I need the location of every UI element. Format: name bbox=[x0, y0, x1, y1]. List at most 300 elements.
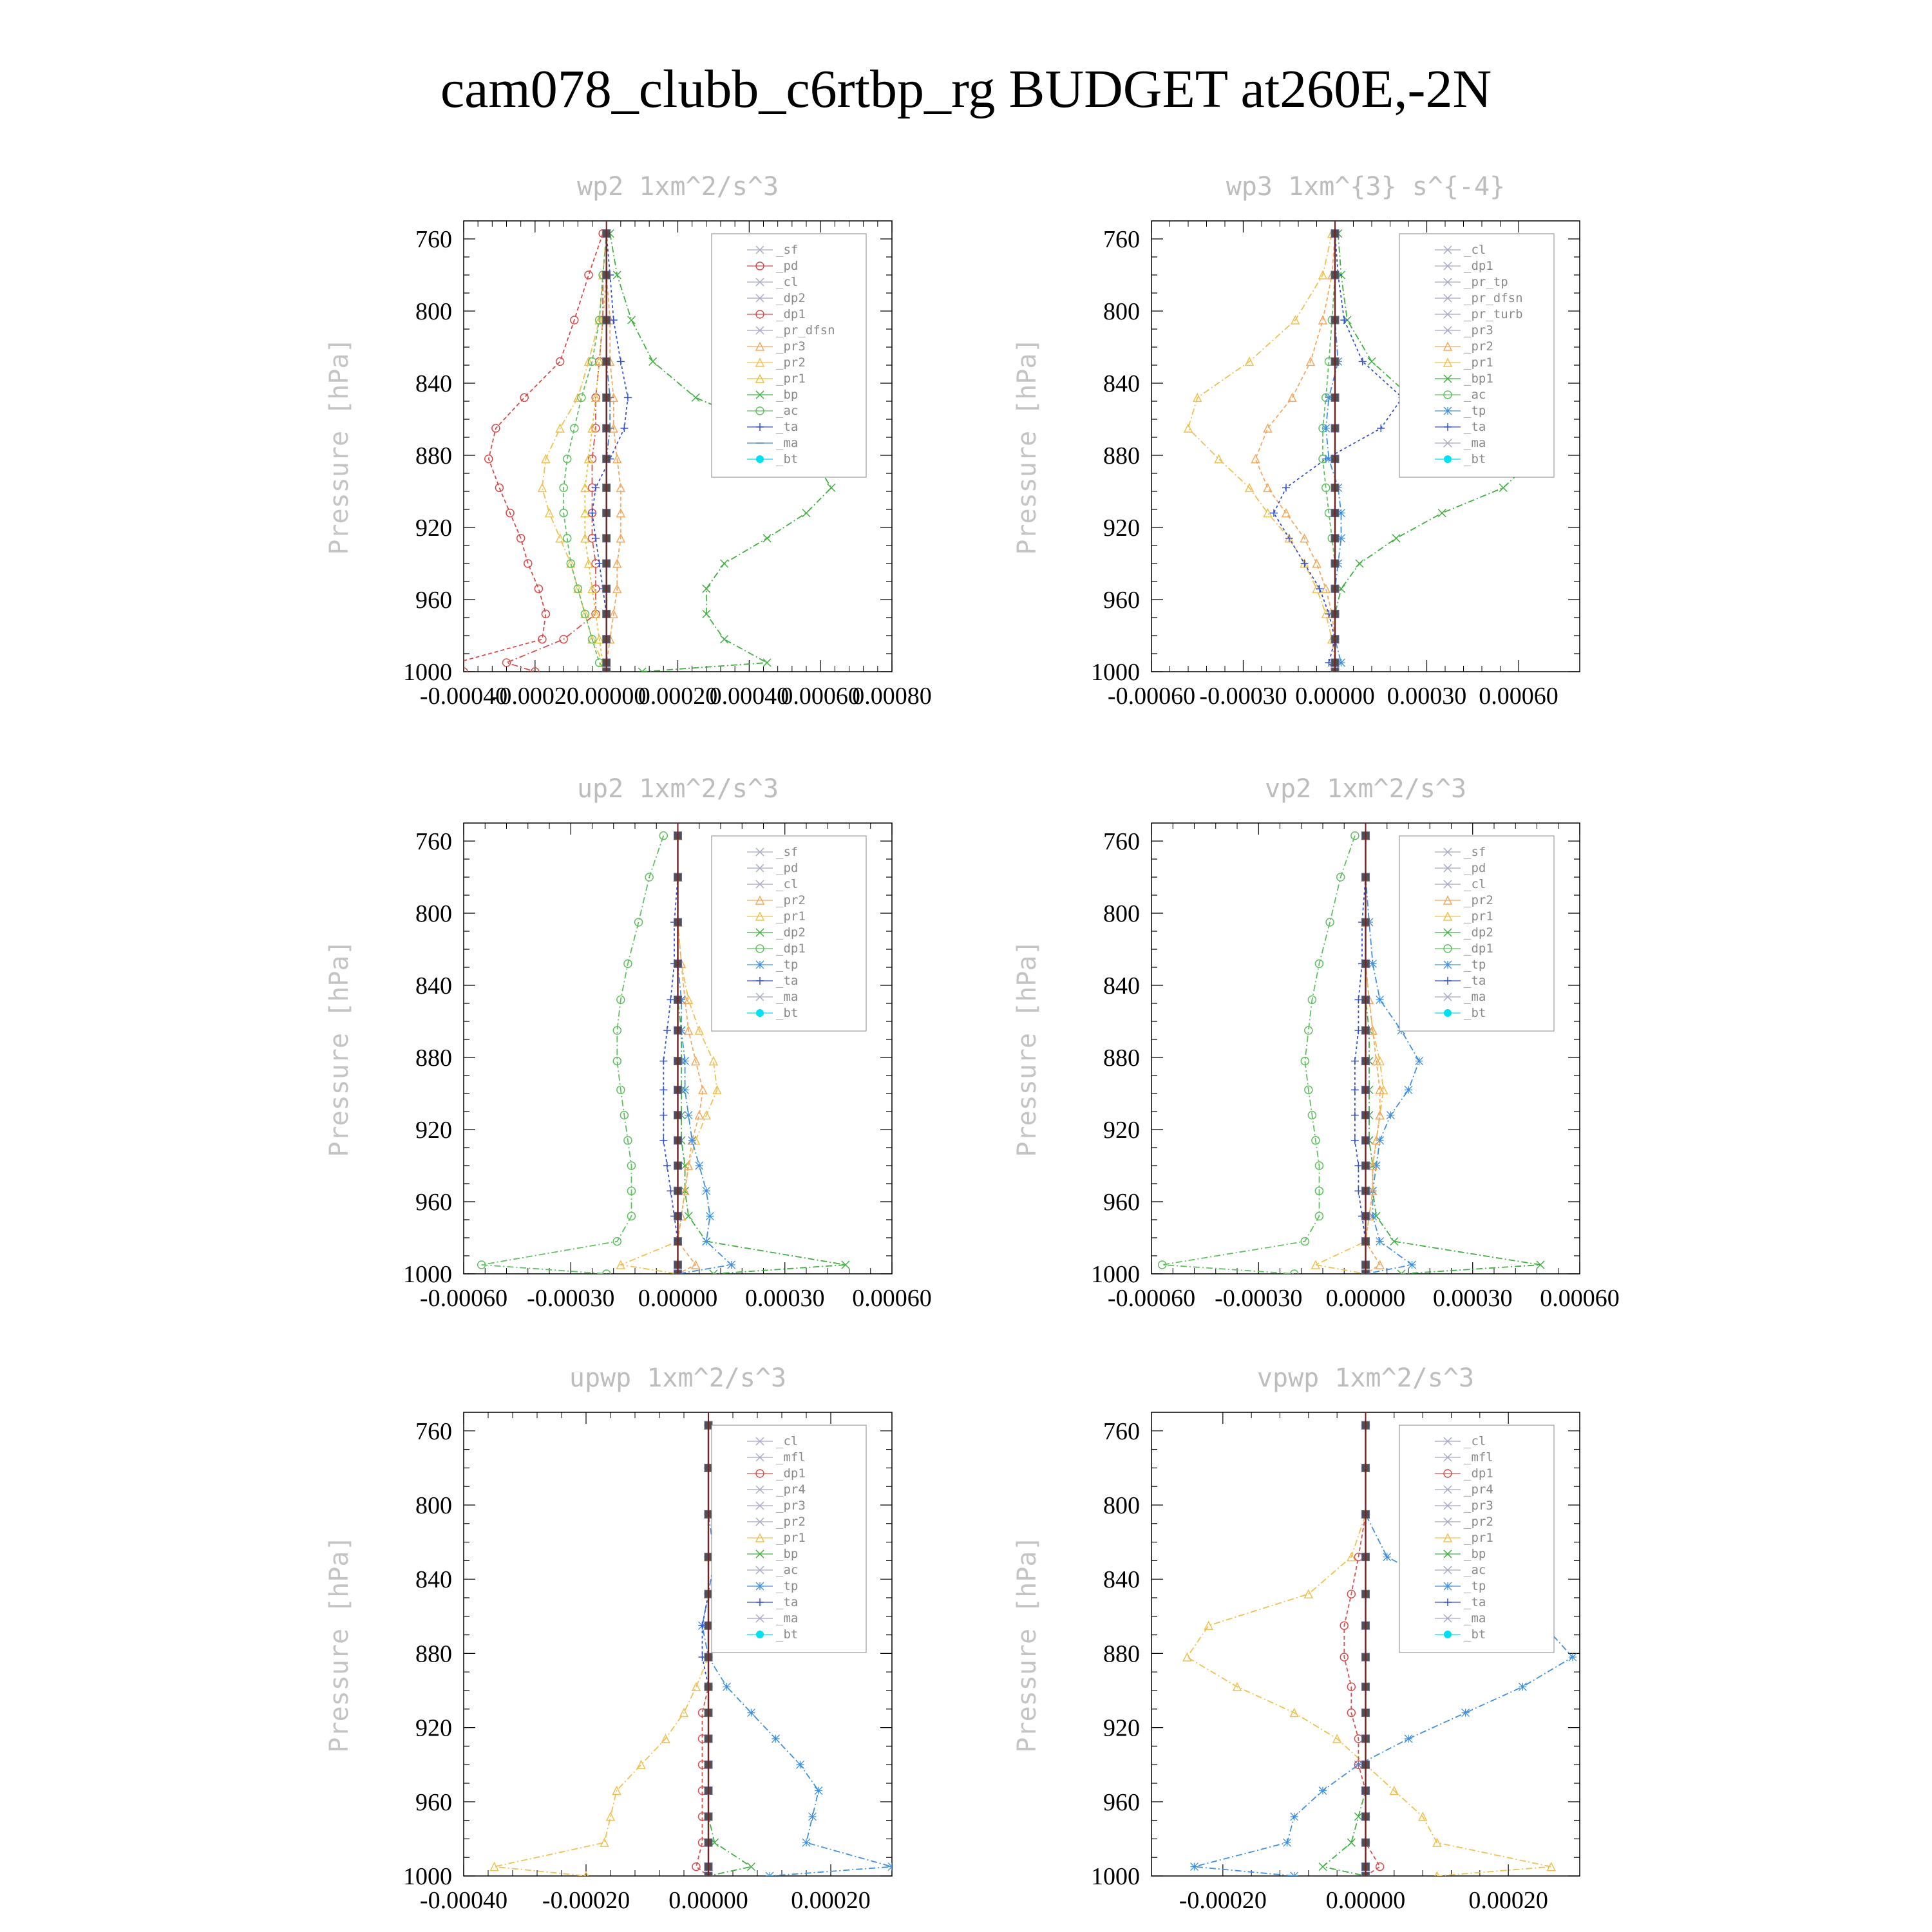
series-line-dp1 bbox=[507, 234, 607, 672]
data-point-ta bbox=[1377, 424, 1385, 432]
legend-marker bbox=[756, 961, 764, 969]
y-axis-label: Pressure [hPa] bbox=[325, 337, 354, 555]
x-tick-label: 0.00000 bbox=[1295, 683, 1375, 710]
legend-entry: _pr1 bbox=[776, 909, 806, 923]
data-point-tp bbox=[696, 1162, 703, 1170]
data-point-ta bbox=[659, 1086, 667, 1094]
legend-entry: _cl bbox=[1464, 1434, 1486, 1448]
legend-entry: _bp bbox=[1464, 1547, 1486, 1561]
x-tick-label: 0.00000 bbox=[1325, 1285, 1406, 1312]
legend-entry: _mfl bbox=[1464, 1450, 1493, 1464]
data-point-bp bbox=[692, 393, 699, 401]
legend-entry: _ta bbox=[1464, 420, 1486, 434]
x-tick-label: -0.00020 bbox=[491, 683, 579, 710]
series-line-dp1 bbox=[1162, 836, 1355, 1274]
series-line-ta bbox=[1274, 234, 1403, 672]
y-axis-label: Pressure [hPa] bbox=[1012, 337, 1042, 555]
legend bbox=[1399, 836, 1554, 1031]
data-point-tp bbox=[1416, 1057, 1423, 1065]
legend-entry: _bp1 bbox=[1464, 372, 1493, 386]
series-line-dp1 bbox=[482, 836, 664, 1274]
x-tick-label: 0.00020 bbox=[791, 1887, 871, 1914]
x-tick-label: -0.00020 bbox=[1179, 1887, 1267, 1914]
data-point-tp bbox=[703, 1187, 710, 1195]
x-tick-label: -0.00030 bbox=[1199, 683, 1287, 710]
legend-entry: _pr2 bbox=[776, 893, 806, 907]
x-tick-label: -0.00040 bbox=[419, 1887, 508, 1914]
data-point-tp bbox=[1322, 424, 1330, 432]
x-tick-label: -0.00060 bbox=[419, 1285, 508, 1312]
y-tick-label: 880 bbox=[415, 1640, 452, 1668]
data-point-pr1 bbox=[1184, 424, 1192, 432]
legend-entry: _dp1 bbox=[776, 942, 806, 956]
data-point-tp bbox=[688, 1137, 696, 1144]
data-point-ta bbox=[659, 1137, 667, 1144]
y-tick-label: 800 bbox=[415, 900, 452, 927]
legend-marker bbox=[1444, 407, 1452, 415]
data-point-tp bbox=[1376, 1238, 1384, 1245]
legend-entry: _cl bbox=[1464, 877, 1486, 891]
legend-entry: _tp bbox=[776, 1579, 799, 1593]
x-tick-label: -0.00060 bbox=[1107, 683, 1196, 710]
series-line-pr1 bbox=[1316, 836, 1383, 1274]
y-tick-label: 1000 bbox=[1091, 659, 1140, 686]
legend-entry: _bt bbox=[776, 1627, 799, 1642]
panel-title: wp3 1xm^{3} s^{-4} bbox=[1226, 172, 1506, 202]
x-tick-label: 0.00060 bbox=[852, 1285, 932, 1312]
legend-entry: _ac bbox=[776, 1563, 799, 1577]
data-point-ta bbox=[596, 560, 603, 567]
legend-marker bbox=[756, 1009, 764, 1017]
data-point-tp bbox=[1387, 1112, 1394, 1119]
legend-entry: _pr_dfsn bbox=[776, 323, 835, 337]
series-line-pr1 bbox=[1188, 234, 1335, 672]
data-point-bp1 bbox=[1392, 535, 1400, 542]
legend-entry: _pr_dfsn bbox=[1464, 291, 1523, 305]
legend-entry: _pd bbox=[776, 259, 799, 273]
y-axis-label: Pressure [hPa] bbox=[1012, 940, 1042, 1157]
data-point-pr2 bbox=[545, 509, 553, 517]
panel-title: upwp 1xm^2/s^3 bbox=[569, 1363, 787, 1393]
legend-entry: _ta bbox=[776, 420, 799, 434]
data-point-bp bbox=[649, 357, 657, 365]
x-tick-label: 0.00060 bbox=[1540, 1285, 1620, 1312]
x-tick-label: 0.00030 bbox=[1387, 683, 1467, 710]
data-point-tp bbox=[1569, 1653, 1577, 1661]
y-tick-label: 840 bbox=[1103, 370, 1140, 397]
data-point-ta bbox=[663, 1027, 671, 1034]
data-point-tp bbox=[685, 1112, 692, 1119]
legend-entry: _pr3 bbox=[776, 339, 806, 354]
legend-entry: _dp1 bbox=[776, 307, 806, 321]
data-point-ta bbox=[663, 1162, 671, 1170]
x-tick-label: 0.00000 bbox=[668, 1887, 748, 1914]
panel-title: vpwp 1xm^2/s^3 bbox=[1256, 1363, 1475, 1393]
y-tick-label: 840 bbox=[1103, 972, 1140, 999]
y-tick-label: 880 bbox=[415, 1045, 452, 1072]
data-point-tp bbox=[1462, 1709, 1470, 1717]
legend-entry: _cl bbox=[776, 275, 799, 289]
x-tick-label: 0.00020 bbox=[1468, 1887, 1548, 1914]
legend bbox=[1399, 1425, 1554, 1653]
data-point-bp bbox=[627, 316, 635, 324]
series-line-dp1 bbox=[696, 1425, 708, 1876]
data-point-pr2 bbox=[1264, 484, 1272, 491]
data-point-tp bbox=[1283, 1839, 1291, 1846]
x-tick-label: -0.00030 bbox=[527, 1285, 615, 1312]
y-tick-label: 960 bbox=[415, 1189, 452, 1216]
legend-entry: _dp1 bbox=[776, 1466, 806, 1481]
legend-entry: _pr3 bbox=[1464, 1499, 1493, 1513]
legend-entry: _ma bbox=[776, 1611, 799, 1625]
data-point-bp1 bbox=[1438, 509, 1446, 517]
y-tick-label: 840 bbox=[1103, 1566, 1140, 1594]
legend-marker bbox=[1444, 1582, 1452, 1590]
y-tick-label: 800 bbox=[1103, 298, 1140, 325]
data-point-tp bbox=[1291, 1872, 1298, 1880]
y-tick-label: 760 bbox=[415, 828, 452, 855]
data-point-bp bbox=[721, 560, 728, 567]
legend-entry: _dp1 bbox=[1464, 259, 1493, 273]
data-point-tp bbox=[681, 1057, 689, 1065]
legend-entry: _bt bbox=[1464, 1627, 1486, 1642]
legend-entry: _bp bbox=[776, 388, 799, 402]
data-point-pr2 bbox=[1252, 455, 1260, 463]
series-line-ac bbox=[1323, 234, 1335, 672]
data-point-ta bbox=[667, 996, 674, 1003]
legend-entry: _sf bbox=[776, 243, 799, 257]
data-point-bp bbox=[1347, 1839, 1355, 1846]
legend-entry: _pr1 bbox=[776, 372, 806, 386]
legend-entry: _pr1 bbox=[776, 1531, 806, 1545]
x-tick-label: -0.00020 bbox=[542, 1887, 630, 1914]
legend-entry: _cl bbox=[776, 877, 799, 891]
data-point-ta bbox=[659, 1057, 667, 1065]
data-point-pr1 bbox=[1183, 1653, 1191, 1661]
legend-entry: _mfl bbox=[776, 1450, 806, 1464]
legend-entry: _ta bbox=[1464, 974, 1486, 988]
y-tick-label: 960 bbox=[1103, 1189, 1140, 1216]
legend-entry: _pr_tp bbox=[1464, 275, 1508, 289]
legend-entry: _tp bbox=[1464, 1579, 1486, 1593]
legend-entry: _pr_turb bbox=[1464, 307, 1523, 321]
series-line-pr1 bbox=[495, 1425, 709, 1876]
data-point-ta bbox=[1301, 560, 1309, 567]
data-point-tp bbox=[1369, 960, 1377, 967]
legend-entry: _pr2 bbox=[776, 355, 806, 370]
y-tick-label: 760 bbox=[1103, 226, 1140, 253]
data-point-bp bbox=[763, 659, 771, 667]
y-tick-label: 880 bbox=[1103, 442, 1140, 469]
series-line-ta bbox=[1355, 836, 1366, 1274]
data-point-bp bbox=[763, 535, 771, 542]
x-tick-label: 0.00060 bbox=[781, 683, 860, 710]
data-point-ta bbox=[1354, 1162, 1362, 1170]
panel-title: wp2 1xm^2/s^3 bbox=[576, 172, 779, 202]
legend-entry: _dp2 bbox=[776, 291, 806, 305]
data-point-dp1 bbox=[503, 659, 511, 667]
y-tick-label: 840 bbox=[415, 1566, 452, 1594]
y-tick-label: 1000 bbox=[403, 1863, 452, 1890]
y-tick-label: 920 bbox=[1103, 1714, 1140, 1742]
legend-marker bbox=[1444, 961, 1452, 969]
data-point-ta bbox=[1354, 1187, 1362, 1195]
series-line-pr2 bbox=[542, 234, 607, 672]
x-tick-label: 0.00000 bbox=[1325, 1887, 1406, 1914]
y-tick-label: 760 bbox=[415, 226, 452, 253]
y-tick-label: 920 bbox=[415, 515, 452, 542]
panel-2 bbox=[1012, 172, 1580, 710]
data-point-tp bbox=[888, 1863, 896, 1871]
y-tick-label: 1000 bbox=[1091, 1863, 1140, 1890]
data-point-ta bbox=[617, 357, 625, 365]
legend-entry: _pr3 bbox=[1464, 323, 1493, 337]
legend-entry: _ac bbox=[1464, 1563, 1486, 1577]
data-point-tp bbox=[703, 1238, 710, 1245]
panel-3 bbox=[325, 774, 932, 1312]
legend-entry: _pr2 bbox=[1464, 339, 1493, 354]
y-tick-label: 880 bbox=[1103, 1045, 1140, 1072]
legend-entry: _pr1 bbox=[1464, 1531, 1493, 1545]
x-tick-label: 0.00000 bbox=[566, 683, 647, 710]
series-line-dp1 bbox=[1344, 1425, 1379, 1876]
data-point-tp bbox=[1376, 996, 1384, 1003]
data-point-pr2 bbox=[1313, 560, 1321, 567]
data-point-tp bbox=[1519, 1683, 1526, 1690]
legend-entry: _pr2 bbox=[1464, 893, 1493, 907]
data-point-tp bbox=[1405, 1086, 1412, 1094]
data-point-ta bbox=[1282, 484, 1290, 491]
data-point-dp1 bbox=[659, 832, 667, 840]
data-point-pd bbox=[535, 585, 542, 592]
y-tick-label: 760 bbox=[415, 1417, 452, 1445]
y-axis-label: Pressure [hPa] bbox=[325, 940, 354, 1157]
y-tick-label: 920 bbox=[415, 1714, 452, 1742]
y-tick-label: 800 bbox=[415, 298, 452, 325]
legend-entry: _tp bbox=[1464, 404, 1486, 418]
legend bbox=[712, 234, 866, 477]
data-point-pr1 bbox=[601, 1839, 609, 1846]
data-point-bp bbox=[721, 636, 728, 643]
panel-1 bbox=[325, 172, 932, 710]
y-tick-label: 920 bbox=[1103, 1117, 1140, 1144]
legend-entry: _pr1 bbox=[1464, 355, 1493, 370]
data-point-ta bbox=[1285, 535, 1293, 542]
data-point-bp1 bbox=[1356, 560, 1363, 567]
data-point-ta bbox=[667, 1187, 674, 1195]
data-point-tp bbox=[681, 1086, 689, 1094]
data-point-pr1 bbox=[1305, 1590, 1312, 1598]
data-point-ta bbox=[1351, 1112, 1359, 1119]
panel-6 bbox=[1012, 1363, 1580, 1914]
legend-entry: _pr2 bbox=[1464, 1515, 1493, 1529]
data-point-tp bbox=[802, 1839, 810, 1846]
data-point-tp bbox=[1408, 1261, 1416, 1269]
data-point-tp bbox=[809, 1813, 817, 1821]
legend-marker bbox=[756, 1631, 764, 1638]
data-point-tp bbox=[797, 1761, 804, 1768]
data-point-pd bbox=[520, 393, 528, 401]
legend-entry: _pd bbox=[776, 861, 799, 875]
data-point-ta bbox=[620, 424, 628, 432]
legend-entry: _bt bbox=[1464, 1006, 1486, 1020]
data-point-tp bbox=[706, 1212, 714, 1220]
legend-entry: _ac bbox=[1464, 388, 1486, 402]
y-tick-label: 840 bbox=[415, 370, 452, 397]
legend-entry: _cl bbox=[1464, 243, 1486, 257]
data-point-tp bbox=[772, 1735, 780, 1743]
x-tick-label: 0.00030 bbox=[745, 1285, 825, 1312]
y-axis-label: Pressure [hPa] bbox=[1012, 1535, 1042, 1753]
data-point-tp bbox=[1319, 1787, 1327, 1795]
legend-entry: _pr2 bbox=[776, 1515, 806, 1529]
x-tick-label: -0.00030 bbox=[1215, 1285, 1303, 1312]
y-tick-label: 960 bbox=[415, 1788, 452, 1816]
figure-title: cam078_clubb_c6rtbp_rg BUDGET at260E,-2N bbox=[440, 59, 1492, 119]
y-tick-label: 840 bbox=[415, 972, 452, 999]
series-line-ta bbox=[663, 836, 677, 1274]
x-tick-label: 0.00000 bbox=[638, 1285, 718, 1312]
data-point-tp bbox=[1191, 1863, 1198, 1871]
y-tick-label: 880 bbox=[415, 442, 452, 469]
legend-entry: _pd bbox=[1464, 861, 1486, 875]
legend-marker bbox=[1444, 1009, 1452, 1017]
legend-entry: _ma bbox=[776, 436, 799, 450]
data-point-ta bbox=[1351, 1086, 1359, 1094]
legend-entry: _bp bbox=[776, 1547, 799, 1561]
data-point-bp bbox=[802, 509, 810, 517]
data-point-pd bbox=[556, 357, 564, 365]
legend bbox=[1399, 234, 1554, 477]
legend-entry: _bt bbox=[1464, 452, 1486, 466]
x-tick-label: 0.00020 bbox=[638, 683, 718, 710]
data-point-dp1 bbox=[1376, 1863, 1384, 1871]
y-tick-label: 880 bbox=[1103, 1640, 1140, 1668]
legend-entry: _ma bbox=[1464, 436, 1486, 450]
data-point-pr1 bbox=[1205, 1622, 1213, 1629]
legend-entry: _pr4 bbox=[776, 1482, 806, 1497]
y-tick-label: 800 bbox=[1103, 1492, 1140, 1519]
data-point-ta bbox=[1351, 1057, 1359, 1065]
data-point-ac bbox=[571, 424, 578, 432]
data-point-tp bbox=[1291, 1813, 1298, 1821]
legend-entry: _dp1 bbox=[1464, 1466, 1493, 1481]
y-tick-label: 1000 bbox=[1091, 1261, 1140, 1288]
data-point-ta bbox=[592, 535, 600, 542]
legend-marker bbox=[756, 455, 764, 463]
y-tick-label: 800 bbox=[415, 1492, 452, 1519]
legend-entry: _dp2 bbox=[776, 925, 806, 940]
y-tick-label: 760 bbox=[1103, 828, 1140, 855]
y-axis-label: Pressure [hPa] bbox=[325, 1535, 354, 1753]
panel-4 bbox=[1012, 774, 1620, 1312]
legend-entry: _ta bbox=[776, 974, 799, 988]
data-point-bp bbox=[828, 484, 835, 491]
data-point-pd bbox=[453, 659, 460, 667]
x-tick-label: 0.00080 bbox=[852, 683, 932, 710]
legend-marker bbox=[1444, 455, 1452, 463]
legend-entry: _ma bbox=[1464, 990, 1486, 1004]
data-point-ta bbox=[1354, 996, 1362, 1003]
y-tick-label: 920 bbox=[1103, 515, 1140, 542]
series-line-pr1 bbox=[621, 836, 717, 1274]
y-tick-label: 1000 bbox=[403, 1261, 452, 1288]
legend-entry: _pr3 bbox=[776, 1499, 806, 1513]
data-point-bp bbox=[1354, 1813, 1362, 1821]
legend-entry: _dp1 bbox=[1464, 942, 1493, 956]
data-point-tp bbox=[728, 1261, 735, 1269]
x-tick-label: 0.00030 bbox=[1433, 1285, 1513, 1312]
panel-5 bbox=[325, 1363, 896, 1914]
legend-entry: _ma bbox=[1464, 1611, 1486, 1625]
data-point-ta bbox=[1354, 1027, 1362, 1034]
y-tick-label: 920 bbox=[415, 1117, 452, 1144]
series-line-ac bbox=[564, 234, 607, 672]
y-tick-label: 1000 bbox=[403, 659, 452, 686]
legend-entry: _tp bbox=[1464, 958, 1486, 972]
panel-title: up2 1xm^2/s^3 bbox=[576, 774, 779, 804]
data-point-ta bbox=[1351, 1137, 1359, 1144]
y-tick-label: 760 bbox=[1103, 1417, 1140, 1445]
legend-marker bbox=[756, 1582, 764, 1590]
legend-entry: _sf bbox=[776, 845, 799, 859]
x-tick-label: -0.00040 bbox=[419, 683, 508, 710]
y-tick-label: 800 bbox=[1103, 900, 1140, 927]
y-tick-label: 960 bbox=[415, 587, 452, 614]
legend-entry: _pr1 bbox=[1464, 909, 1493, 923]
legend-entry: _ac bbox=[776, 404, 799, 418]
y-tick-label: 960 bbox=[1103, 1788, 1140, 1816]
data-point-bp bbox=[1319, 1863, 1327, 1871]
x-tick-label: -0.00060 bbox=[1107, 1285, 1196, 1312]
data-point-tp bbox=[1405, 1735, 1412, 1743]
legend bbox=[712, 836, 866, 1031]
data-point-bp1 bbox=[1368, 357, 1376, 365]
legend-entry: _bt bbox=[776, 1006, 799, 1020]
data-point-tp bbox=[1383, 1553, 1391, 1561]
data-point-tp bbox=[815, 1787, 822, 1795]
data-point-dp1 bbox=[692, 1863, 700, 1871]
legend-entry: _cl bbox=[776, 1434, 799, 1448]
data-point-ta bbox=[624, 393, 632, 401]
legend bbox=[712, 1425, 866, 1653]
legend-entry: _tp bbox=[776, 958, 799, 972]
series-line-ta bbox=[703, 1425, 709, 1876]
legend-entry: _sf bbox=[1464, 845, 1486, 859]
data-point-pd bbox=[585, 271, 592, 279]
data-point-tp bbox=[748, 1709, 755, 1717]
panel-title: vp2 1xm^2/s^3 bbox=[1264, 774, 1467, 804]
data-point-tp bbox=[723, 1683, 731, 1690]
legend-entry: _dp2 bbox=[1464, 925, 1493, 940]
data-point-ta bbox=[592, 484, 600, 491]
data-point-ta bbox=[659, 1112, 667, 1119]
y-tick-label: 960 bbox=[1103, 587, 1140, 614]
series-line-pd bbox=[457, 234, 603, 672]
legend-entry: _bt bbox=[776, 452, 799, 466]
data-point-ta bbox=[1340, 316, 1348, 324]
data-point-bp1 bbox=[1499, 484, 1507, 491]
legend-entry: _ta bbox=[776, 1595, 799, 1609]
legend-marker bbox=[1444, 1631, 1452, 1638]
legend-entry: _pr4 bbox=[1464, 1482, 1493, 1497]
x-tick-label: 0.00060 bbox=[1479, 683, 1558, 710]
x-tick-label: 0.00040 bbox=[709, 683, 790, 710]
series-line-ta bbox=[592, 234, 628, 672]
legend-entry: _ma bbox=[776, 990, 799, 1004]
data-point-tp bbox=[766, 1872, 773, 1880]
legend-entry: _ta bbox=[1464, 1595, 1486, 1609]
